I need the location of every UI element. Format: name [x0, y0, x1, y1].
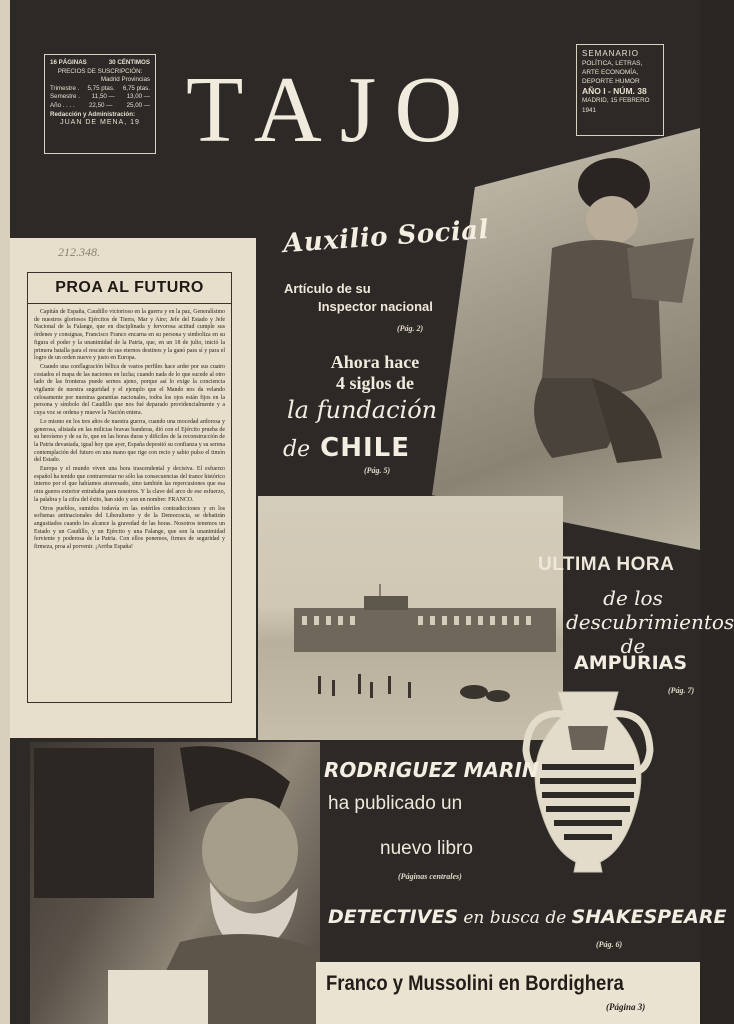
- rodriguez-line2: nuevo libro: [380, 838, 473, 859]
- article-paragraph: Lo mismo en los tres años de nuestra guerra, cuando una mocedad ardorosa y generosa, alistada en las milicias bravas banderas, dió con el Ejército prueba de su heroísmo y de su fe, que en las horas duras y difíciles de la reconstrucción de la Patria devastada, igual hoy que ayer, España depositó su confianza y su serena contemplación del futuro en una mano que rige con recio y sabio pulso el timón del Estado.: [34, 418, 225, 464]
- subscription-cols: Madrid Provincias: [100, 76, 150, 84]
- issue-info-box: [576, 44, 664, 136]
- price-row: Año . . . . 22,50 — 25,00 —: [50, 101, 150, 109]
- page-ref-2: (Pág. 2): [397, 324, 424, 333]
- article-paragraph: Capitán de España, Caudillo victorioso en la guerra y en la paz, Generalísimo de nuestros gloriosos Ejércitos de Tierra, Mar y Aire; Jefe del Estado y Jefe Nacional de la Falange, que en disciplinada y fervorosa actitud cumple sus órdenes y consignas, Francisco Franco encarna en su persona y simboliza en su figura el poder y la unanimidad de la Patria, que, en un 18 de julio, inició la primera batalla para el rescate de sus eternos destinos y la ganó para sí y para el logro de un orden nuevo y justo en Europa.: [34, 309, 225, 362]
- author-figure: [30, 742, 320, 1024]
- price: 30 CÉNTIMOS: [108, 59, 150, 66]
- office-label: Redacción y Administración:: [50, 110, 136, 118]
- auxilio-social-headline: Auxilio Social: [282, 214, 490, 260]
- article-paragraph: Cuando una conflagración bélica de vastos perfiles hace arder por sus cuatro costados el mapa de las naciones en lucha; cuando nada de lo que sucede al otro lado de las fronteras puede sernos ajeno, porque así lo exige la conciencia vigilante de nuestra seguridad y el ejemplo que el Mando nos da velando celosamente por nuestras garantías nacionales, todos los ojos están fijos en la persona y símbolo del Caudillo que nos fué deparado providencialmente y a cuya voz se ordena y mueve la Nación entera.: [34, 363, 225, 417]
- publication-topics: POLÍTICA, LETRAS, ARTE ECONOMÍA, DEPORTE HUMOR: [582, 60, 643, 85]
- ampurias-name: AMPURIAS: [574, 652, 688, 674]
- auxilio-subtitle: Artículo de su Inspector nacional: [284, 281, 433, 314]
- article-divider: [28, 303, 231, 304]
- greek-vase-illustration: [520, 690, 656, 876]
- ultima-hora-headline: ULTIMA HORA: [538, 554, 675, 575]
- issue-date: MADRID, 15 FEBRERO 1941: [582, 97, 650, 114]
- article-paragraph: Europa y el mundo viven una hora trascendental y decisiva. El esfuerzo español ha tenido que contrarrestar no sólo las consecuencias del trance histórico interno por el que habíamos atravesado, sino también las repercusiones que esa otra guerra exterior entrañaba para nosotros. Y la clave del arco de ese esfuerzo, la palabra y la cifra del éxito, han sido y son un nombre: FRANCO.: [34, 466, 225, 503]
- chile-script: la fundación: [287, 396, 438, 424]
- publication-kind: SEMANARIO: [582, 49, 640, 58]
- page-ref-5: (Pág. 5): [364, 466, 391, 475]
- article-proa-al-futuro: [27, 272, 232, 703]
- child-reading-figure: [432, 128, 700, 550]
- rodriguez-line1: ha publicado un: [328, 793, 463, 814]
- rodriguez-marin-headline: RODRIGUEZ MARIN: [324, 758, 539, 782]
- page-ref-7: (Pág. 7): [668, 686, 695, 695]
- chile-name: de CHILE: [283, 433, 410, 463]
- franco-mussolini-headline: Franco y Mussolini en Bordighera: [326, 972, 624, 995]
- price-row: Semestre . 11,50 — 13,00 —: [50, 93, 150, 101]
- page-ref-6: (Pág. 6): [596, 940, 623, 949]
- chile-headline: Ahora hace 4 siglos de: [330, 352, 420, 393]
- issue-number: AÑO I - NÚM. 38: [582, 86, 647, 96]
- office-address: JUAN DE MENA, 19: [60, 119, 140, 127]
- article-body: [34, 309, 225, 552]
- paper-edge: [0, 0, 10, 1024]
- article-title: PROA AL FUTURO: [55, 279, 204, 296]
- subscription-heading: PRECIOS DE SUSCRIPCIÓN:: [57, 67, 143, 75]
- page-ref-3: (Página 3): [606, 1002, 646, 1012]
- detectives-headline: DETECTIVES en busca de SHAKESPEARE: [328, 906, 727, 928]
- masthead-title: TAJO: [186, 58, 481, 162]
- subscription-box: [44, 54, 156, 154]
- archive-note: 212.348.: [58, 245, 100, 259]
- pages-count: 16 PÁGINAS: [50, 59, 87, 66]
- ampurias-subtitle: de los descubrimientos de: [566, 586, 734, 658]
- article-paragraph: Otros pueblos, sumidos todavía en las estériles contradicciones y en los sofismas antinacionales del Liberalismo y de la Democracia, se debatirán angustiados cuando les alcance la gravedad de las horas. Nosotros tenemos un Estado y un Caudillo, y un Ejército y una Falange, que son la unanimidad ferviente y poderosa de la Patria. Con ellos ponemos, firmes de seguridad y firmeza, proa al porvenir. ¡Arriba España!: [34, 505, 225, 551]
- page-ref-central: (Páginas centrales): [398, 872, 462, 881]
- engraving-building: [258, 496, 563, 740]
- price-row: Trimestre . 5,75 ptas. 6,75 ptas.: [50, 84, 150, 92]
